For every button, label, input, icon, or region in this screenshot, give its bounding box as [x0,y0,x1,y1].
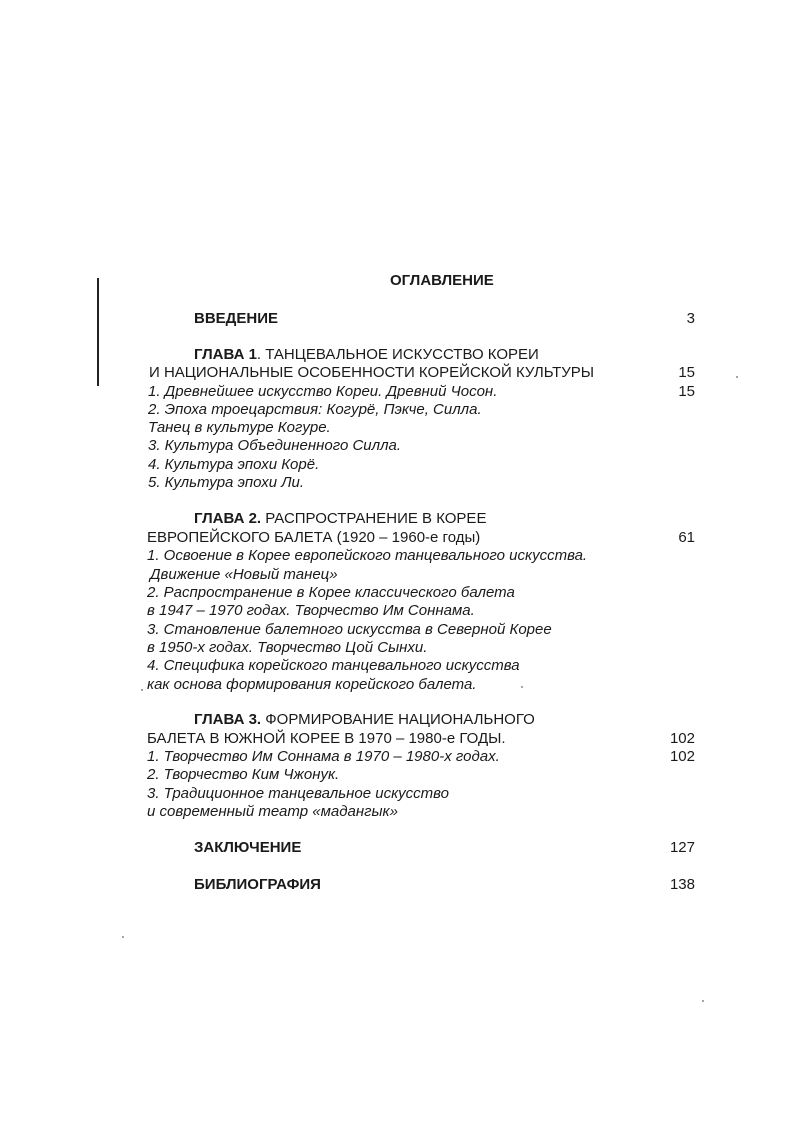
chapter-1-title-line1: . ТАНЦЕВАЛЬНОЕ ИСКУССТВО КОРЕИ [256,346,539,363]
ch1-item-3: Танец в культуре Когуре. [148,419,331,436]
scan-margin-line [97,278,99,386]
ch2-item-1: 1. Освоение в Корее европейского танцевального искусства. [147,547,588,564]
scan-speck [702,1000,704,1002]
ch3-item-1: 1. Творчество Им Соннама в 1970 – 1980-х годах. [147,748,500,765]
ch3-item-4: и современный театр «мадангык» [147,803,398,820]
ch2-item-8: как основа формирования корейского балета. [147,676,477,693]
toc-conclusion-label: ЗАКЛЮЧЕНИЕ [194,839,302,856]
ch3-item-3: 3. Традиционное танцевальное искусство [147,785,450,802]
ch1-item-6: 5. Культура эпохи Ли. [148,474,304,491]
ch1-item-5: 4. Культура эпохи Корё. [148,456,320,473]
scan-speck [122,936,124,938]
chapter-2-prefix: ГЛАВА 2. [194,510,262,527]
ch1-item-4: 3. Культура Объединенного Силла. [148,437,402,454]
chapter-2-title-line2: ЕВРОПЕЙСКОГО БАЛЕТА (1920 – 1960-е годы) [147,529,481,546]
toc-title: ОГЛАВЛЕНИЕ [390,272,494,289]
scan-speck [521,686,523,688]
chapter-3-prefix: ГЛАВА 3. [194,711,262,728]
chapter-1-page: 15 [678,364,695,381]
chapter-2-heading [194,510,486,528]
chapter-2-page: 61 [678,529,695,546]
chapter-3-title-line1: ФОРМИРОВАНИЕ НАЦИОНАЛЬНОГО [261,711,535,728]
chapter-3-page: 102 [669,730,695,747]
chapter-2-title-line1: РАСПРОСТРАНЕНИЕ В КОРЕЕ [261,510,487,527]
chapter-1-title-line2: И НАЦИОНАЛЬНЫЕ ОСОБЕННОСТИ КОРЕЙСКОЙ КУЛЬТУРЫ [149,364,595,381]
ch1-item-1-page: 15 [678,383,695,400]
chapter-3-title-line2: БАЛЕТА В ЮЖНОЙ КОРЕЕ В 1970 – 1980-е ГОДЫ. [147,730,506,747]
toc-conclusion-page: 127 [669,839,695,856]
ch2-item-3: 2. Распространение в Корее классического балета [147,584,515,601]
ch2-item-7: 4. Специфика корейского танцевального искусства [147,657,520,674]
ch1-item-2: 2. Эпоха троецарствия: Когурё, Пэкче, Силла. [148,401,482,418]
ch1-item-1: 1. Древнейшее искусство Кореи. Древний Чосон. [148,383,498,400]
ch2-item-2: Движение «Новый танец» [150,566,338,583]
toc-bibliography-page: 138 [669,876,695,893]
chapter-1-prefix: ГЛАВА 1 [194,346,257,363]
scan-speck [141,689,143,691]
ch3-item-2: 2. Творчество Ким Чжонук. [147,766,340,783]
ch3-item-1-page: 102 [669,748,695,765]
toc-intro-label: ВВЕДЕНИЕ [194,310,278,327]
toc-bibliography-label: БИБЛИОГРАФИЯ [194,876,321,893]
chapter-1-heading [194,346,539,364]
ch2-item-6: в 1950-х годах. Творчество Цой Сынхи. [147,639,428,656]
ch2-item-5: 3. Становление балетного искусства в Северной Корее [147,621,552,638]
scan-speck [736,376,738,378]
ch2-item-4: в 1947 – 1970 годах. Творчество Им Соннама. [147,602,475,619]
chapter-3-heading [194,711,535,729]
toc-intro-page: 3 [686,310,695,327]
